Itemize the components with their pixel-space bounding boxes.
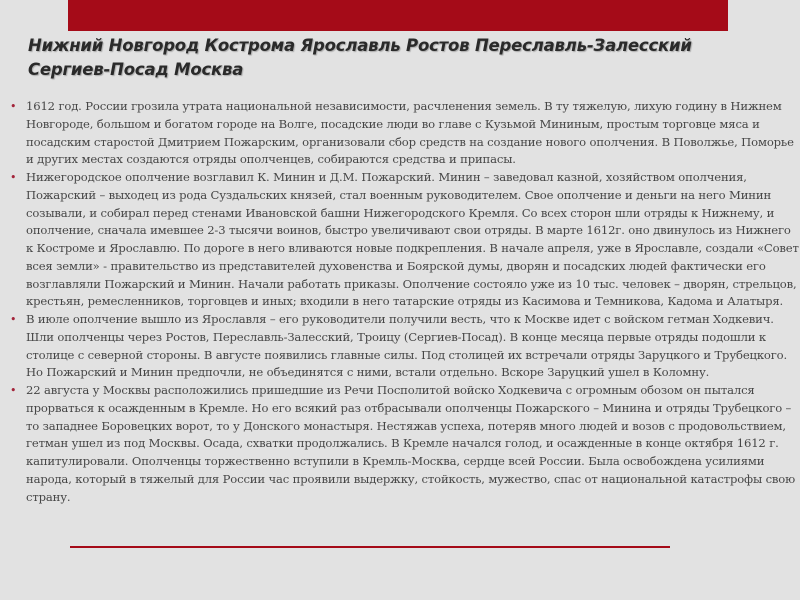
header-bar — [68, 0, 728, 31]
slide-title: Нижний Новгород Кострома Ярославль Ростов Переславль-Залесский Сергиев-Посад Москва — [28, 36, 692, 79]
list-item — [10, 169, 800, 311]
bullet-icon: • — [10, 384, 17, 397]
paragraph-text: Нижегородское ополчение возглавил К. Минин и Д.М. Пожарский. Минин – заведовал казной, хозяйством ополчения, Пожарский – выходец из рода Суздальских князей, стал военным руководителем. Свое ополчение и деньги на него Минин созывали, и собирал перед стенами Ивановской башни Нижегородского Кремля. Со всех сторон шли отряды к Нижнему, и ополчение, сначала имевшее 2-3 тысячи воинов, быстро увеличивают свои отряды. В марте 1612г. оно двинулось из Нижнего к Костроме и Ярославлю. По дороге в него вливаются новые подкрепления. В начале апреля, уже в Ярославле, создали «Совет всея земли» - правительство из представителей духовенства и Боярской думы, дворян и посадских людей фактически его возглавляли Пожарский и Минин. Начали работать приказы. Ополчение состояло уже из 10 тыс. человек – дворян, стрельцов, крестьян, ремесленников, торговцев и иных; входили в него татарские отряды из Касимова и Темникова, Кадома и Алатыря. — [26, 170, 799, 309]
list-item — [10, 311, 800, 382]
paragraph-text: В июле ополчение вышло из Ярославля – его руководители получили весть, что к Москве идет с войском гетман Ходкевич. Шли ополченцы через Ростов, Переславль-Залесский, Троицу (Сергиев-Посад). В конце месяца первые отряды подошли к столице с северной стороны. В августе появились главные силы. Под столицей их встречали отряды Заруцкого и Трубецкого. Но Пожарский и Минин предпочли, не объединятся с ними, встали отдельно. Вскоре Заруцкий ушел в Коломну. — [26, 312, 788, 380]
paragraph-text: 1612 год. России грозила утрата национальной независимости, расчленения земель. В ту тяжелую, лихую годину в Нижнем Новгороде, большом и богатом городе на Волге, посадские люди во главе с Кузьмой Мининым, простым торговце мяса и посадским старостой Дмитрием Пожарским, организовали сбор средств на создание нового ополчения. В Поволжье, Поморье и других местах создаются отряды ополченцев, собираются средства и припасы. — [26, 99, 794, 167]
bullet-icon: • — [10, 100, 17, 113]
bullet-icon: • — [10, 313, 17, 326]
bullet-icon: • — [10, 171, 17, 184]
paragraph-text: 22 августа у Москвы расположились пришедшие из Речи Посполитой войско Ходкевича с огромным обозом он пытался прорваться к осажденным в Кремле. Но его всякий раз отбрасывали ополченцы Пожарского – Минина и отряды Трубецкого – то западнее Боровецких ворот, то у Донского монастыря. Нестяжав успеха, потеряв много людей и возов с продовольствием, гетман ушел из под Москвы. Осада, схватки продолжались. В Кремле начался голод, и осажденные в конце октября 1612 г. капитулировали. Ополченцы торжественно вступили в Кремль-Москва, сердце всей России. Была освобождена усилиями народа, который в тяжелый для России час проявили выдержку, стойкость, мужество, спас от национальной катастрофы свою страну. — [26, 383, 796, 504]
list-item — [10, 98, 800, 169]
divider-line — [70, 546, 670, 548]
bullet-list — [10, 98, 800, 506]
list-item — [10, 382, 800, 506]
